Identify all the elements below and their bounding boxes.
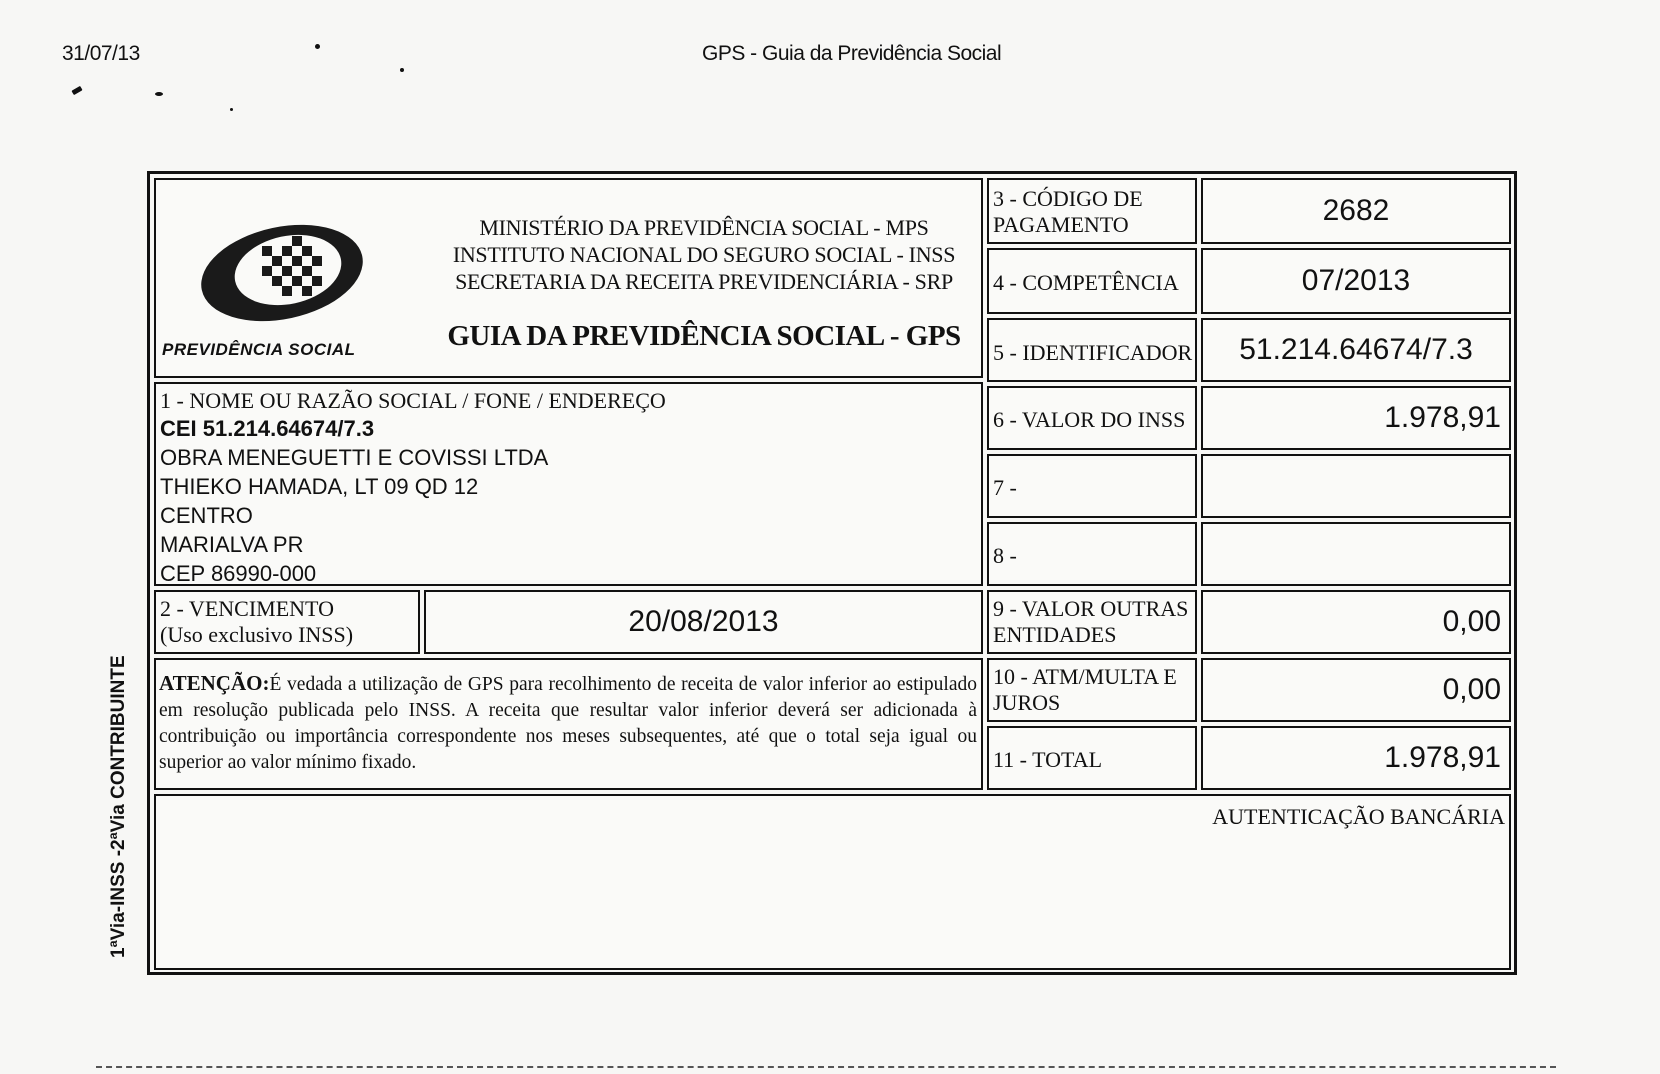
notice-title: ATENÇÃO:: [159, 671, 270, 695]
scan-speck: [230, 108, 233, 111]
taxpayer-cep-line: CEP 86990-000: [160, 561, 317, 586]
taxpayer-street-line: THIEKO HAMADA, LT 09 QD 12: [160, 474, 479, 499]
form-title: GUIA DA PREVIDÊNCIA SOCIAL - GPS: [447, 320, 961, 352]
notice-text: [159, 670, 977, 776]
codigo-label-box: [987, 178, 1197, 244]
cut-line: [96, 1066, 1556, 1068]
scan-speck: [155, 92, 163, 96]
field8-label: 8 -: [993, 543, 1017, 568]
codigo-value-box: [1201, 178, 1511, 244]
taxpayer-name-line: OBRA MENEGUETTI E COVISSI LTDA: [160, 445, 549, 470]
scan-speck: [315, 44, 320, 49]
identificador-value: 51.214.64674/7.3: [1239, 333, 1473, 366]
agency-line: SECRETARIA DA RECEITA PREVIDENCIÁRIA - SRP: [455, 269, 953, 294]
competencia-label: 4 - COMPETÊNCIA: [993, 270, 1179, 295]
vencimento-sublabel: (Uso exclusivo INSS): [160, 622, 354, 647]
codigo-label: 3 - CÓDIGO DE PAGAMENTO: [993, 186, 1143, 237]
vencimento-label-box: [154, 590, 420, 654]
outras-value: 0,00: [1442, 605, 1501, 638]
total-value: 1.978,91: [1384, 741, 1501, 774]
taxpayer-district-line: CENTRO: [160, 503, 253, 528]
identificador-value-box: [1201, 318, 1511, 382]
multa-value: 0,00: [1442, 673, 1501, 706]
header-box: [154, 178, 983, 378]
logo-wordmark: PREVIDÊNCIA SOCIAL: [162, 340, 356, 359]
taxpayer-id-line: CEI 51.214.64674/7.3: [160, 416, 375, 441]
print-date: 31/07/13: [62, 42, 140, 65]
previdencia-social-logo-icon: [192, 218, 372, 328]
competencia-value: 07/2013: [1301, 264, 1411, 297]
agency-line: INSTITUTO NACIONAL DO SEGURO SOCIAL - INSS: [452, 242, 956, 267]
scan-speck: [400, 68, 404, 72]
field7-label-box: [987, 454, 1197, 518]
notice-body: É vedada a utilização de GPS para recolhimento de receita de valor inferior ao estipulado em resolução publicada pelo INSS. A receita que resultar valor inferior deverá ser adicionada à contribuição ou importância correspondente nos meses subsequentes, até que o total seja igual ou superior ao valor mínimo fixado.: [159, 674, 977, 773]
total-value-box: [1201, 726, 1511, 790]
valor-inss-label: 6 - VALOR DO INSS: [993, 407, 1186, 432]
identificador-label: 5 - IDENTIFICADOR: [993, 340, 1193, 365]
bank-auth-box: [154, 794, 1511, 970]
identificador-label-box: [987, 318, 1197, 382]
valor-inss-value-box: [1201, 386, 1511, 450]
copy-designation: 1ªVia-INSS -2ªVia CONTRIBUINTE: [108, 655, 129, 958]
vencimento-value-box: [424, 590, 983, 654]
multa-label: 10 - ATM/MULTA E JUROS: [993, 664, 1177, 715]
total-label: 11 - TOTAL: [993, 747, 1103, 772]
multa-label-box: [987, 658, 1197, 722]
field7-value-box: [1201, 454, 1511, 518]
scan-speck: [71, 86, 82, 95]
outras-value-box: [1201, 590, 1511, 654]
field7-label: 7 -: [993, 475, 1017, 500]
vencimento-label: 2 - VENCIMENTO: [160, 596, 334, 621]
total-label-box: [987, 726, 1197, 790]
outras-label: 9 - VALOR OUTRAS ENTIDADES: [993, 596, 1189, 647]
valor-inss-label-box: [987, 386, 1197, 450]
valor-inss-value: 1.978,91: [1384, 401, 1501, 434]
agency-names: [424, 214, 984, 295]
field8-value-box: [1201, 522, 1511, 586]
bank-auth-label: AUTENTICAÇÃO BANCÁRIA: [1212, 804, 1505, 829]
field8-label-box: [987, 522, 1197, 586]
agency-line: MINISTÉRIO DA PREVIDÊNCIA SOCIAL - MPS: [479, 215, 929, 240]
outras-label-box: [987, 590, 1197, 654]
taxpayer-city-line: MARIALVA PR: [160, 532, 304, 557]
taxpayer-address: [160, 414, 548, 588]
vencimento-value: 20/08/2013: [628, 605, 779, 638]
codigo-value: 2682: [1322, 194, 1390, 227]
taxpayer-label: 1 - NOME OU RAZÃO SOCIAL / FONE / ENDEREÇO: [160, 388, 666, 413]
competencia-label-box: [987, 248, 1197, 314]
notice-box: [154, 658, 983, 790]
gps-form: [147, 171, 1517, 975]
competencia-value-box: [1201, 248, 1511, 314]
taxpayer-box: [154, 382, 983, 586]
multa-value-box: [1201, 658, 1511, 722]
print-title: GPS - Guia da Previdência Social: [702, 42, 1002, 65]
